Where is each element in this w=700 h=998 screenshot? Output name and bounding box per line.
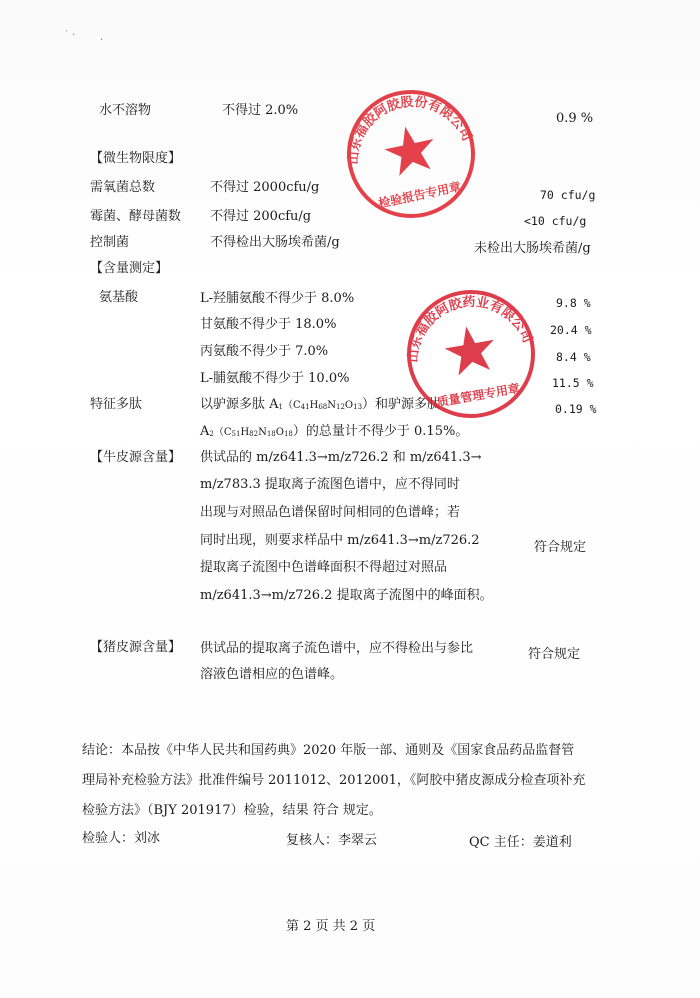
scan-speck: ˙ · xyxy=(64,30,76,41)
peptide-result: 0.19 % xyxy=(555,402,597,416)
amino-spec: L-脯氨酸不得少于 10.0% xyxy=(200,371,350,386)
star-icon xyxy=(442,322,499,377)
reviewer-signature: 复核人：李翠云 xyxy=(286,833,378,848)
page-number: 第 2 页 共 2 页 xyxy=(286,919,376,934)
micro-spec: 不得过 200cfu/g xyxy=(210,209,312,224)
stamp-company-text: 山东福胶阿胶药业有限公司 xyxy=(405,294,535,364)
micro-name: 需氧菌总数 xyxy=(90,180,156,195)
inspection-report-stamp xyxy=(336,84,486,224)
amino-result: 9.8 % xyxy=(556,296,591,310)
inspector-signature: 检验人：刘冰 xyxy=(82,831,161,846)
peptide-name: 特征多肽 xyxy=(90,397,143,412)
bovine-line: m/z783.3 提取离子流图色谱中，应不得同时 xyxy=(200,477,460,492)
item-spec: 不得过 2.0% xyxy=(222,103,299,118)
porcine-line: 供试品的提取离子流色谱中，应不得检出与参比 xyxy=(200,641,474,656)
qc-director-signature: QC 主任：姜道利 xyxy=(469,835,572,850)
porcine-result: 符合规定 xyxy=(528,647,581,662)
bovine-line: 同时出现，则要求样品中 m/z641.3→m/z726.2 xyxy=(200,533,480,548)
micro-spec: 不得检出大肠埃希菌/g xyxy=(210,235,340,250)
stamp-inner-text: 质量管理专用章 xyxy=(435,381,521,410)
stamp-company-text: 山东福胶阿胶股份有限公司 xyxy=(346,94,475,165)
section-heading-micro: 【微生物限度】 xyxy=(90,151,182,166)
amino-spec: 丙氨酸不得少于 7.0% xyxy=(200,344,329,359)
amino-acid-name: 氨基酸 xyxy=(99,290,139,305)
amino-result: 11.5 % xyxy=(552,376,594,390)
item-name: 水不溶物 xyxy=(99,103,152,118)
quality-management-stamp xyxy=(396,284,546,424)
bovine-result: 符合规定 xyxy=(534,540,587,555)
star-icon xyxy=(381,121,440,177)
scan-speck: · xyxy=(100,35,104,46)
porcine-line: 溶液色谱相应的色谱峰。 xyxy=(200,667,344,682)
conclusion-line: 理局补充检验方法》批准件编号 2011012、2012001，《阿胶中猪皮源成分检查项补充 xyxy=(82,773,586,788)
micro-result: <10 cfu/g xyxy=(524,214,587,228)
item-result: 0.9 % xyxy=(556,111,594,126)
amino-result: 8.4 % xyxy=(556,350,591,364)
micro-result: 未检出大肠埃希菌/g xyxy=(474,241,591,256)
micro-spec: 不得过 2000cfu/g xyxy=(210,180,320,195)
bovine-line: 供试品的 m/z641.3→m/z726.2 和 m/z641.3→ xyxy=(200,450,482,465)
bovine-line: m/z641.3→m/z726.2 提取离子流图中的峰面积。 xyxy=(200,588,493,603)
section-heading-assay: 【含量测定】 xyxy=(90,261,169,276)
peptide-spec-line-2: $A_2(C_{51}H_{82}N_{18}O_{18})$的总量计不得少于 0.15%。 xyxy=(200,424,469,439)
peptide-spec-line-1: 以驴源多肽 $A_1(C_{41}H_{68}N_{12}O_{13})$和驴源多肽 xyxy=(200,397,441,412)
conclusion-line: 检验方法》（BJY 201917）检验，结果 符合 规定。 xyxy=(82,803,382,818)
bovine-line: 出现与对照品色谱保留时间相同的色谱峰；若 xyxy=(200,505,461,520)
micro-name: 控制菌 xyxy=(90,235,130,250)
micro-result: 70 cfu/g xyxy=(540,188,596,202)
section-heading-porcine: 【猪皮源含量】 xyxy=(90,640,182,655)
amino-spec: 甘氨酸不得少于 18.0% xyxy=(200,317,337,332)
bovine-line: 提取离子流图中色谱峰面积不得超过对照品 xyxy=(200,560,448,575)
stamp-inner-text: 检验报告专用章 xyxy=(377,179,463,211)
conclusion-line: 结论：本品按《中华人民共和国药典》2020 年版一部、通则及《国家食品药品监督管 xyxy=(82,743,575,758)
amino-spec: L-羟脯氨酸不得少于 8.0% xyxy=(200,291,355,306)
amino-result: 20.4 % xyxy=(550,323,592,337)
section-heading-bovine: 【牛皮源含量】 xyxy=(90,450,182,465)
micro-name: 霉菌、酵母菌数 xyxy=(90,209,182,224)
